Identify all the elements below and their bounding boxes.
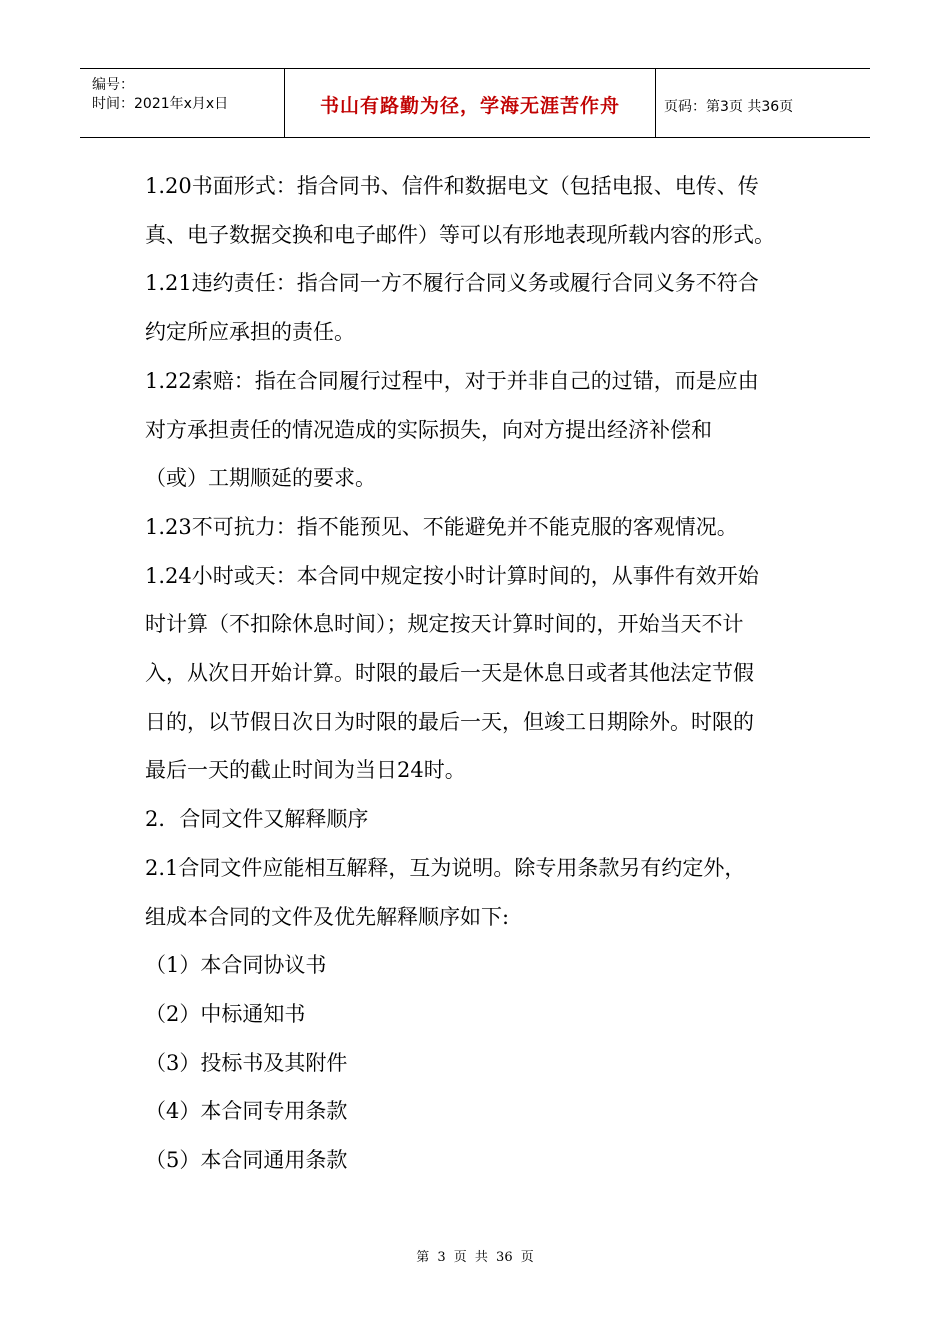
section-heading: 2．合同文件又解释顺序 [145,807,369,832]
page-header [80,68,870,138]
list-item: （4）本合同专用条款 [145,1099,348,1124]
body-line: 最后一天的截止时间为当日24时。 [145,758,466,783]
doc-id-label: 编号： [92,77,134,93]
body-line: 真、电子数据交换和电子邮件）等可以有形地表现所载内容的形式。 [145,222,775,247]
list-item: （5）本合同通用条款 [145,1148,348,1173]
body-line: 时计算（不扣除休息时间）；规定按天计算时间的，开始当天不计 [145,612,744,637]
header-motto-cell [285,69,656,137]
body-line: （或）工期顺延的要求。 [145,466,376,491]
list-item: （3）投标书及其附件 [145,1050,348,1075]
list-item: （1）本合同协议书 [145,953,327,978]
body-line: 1.24小时或天：本合同中规定按小时计算时间的，从事件有效开始 [145,563,759,588]
body-line: 组成本合同的文件及优先解释顺序如下: [145,904,510,929]
body-line: 1.23不可抗力：指不能预见、不能避免并不能克服的客观情况。 [145,514,738,539]
body-line: 约定所应承担的责任。 [145,320,355,345]
doc-time-label: 时间：2021年x月x日 [92,96,229,112]
body-line: 1.22索赔：指在合同履行过程中，对于并非自己的过错，而是应由 [145,368,759,393]
header-page-cell [656,69,870,137]
document-body [145,162,825,1185]
body-line: 1.20书面形式：指合同书、信件和数据电文（包括电报、电传、传 [145,174,759,198]
page-footer: 第 3 页 共 36 页 [416,1250,534,1265]
header-page-info: 页码：第3页 共36页 [664,99,794,115]
list-item: （2）中标通知书 [145,1001,306,1026]
header-motto: 书山有路勤为径，学海无涯苦作舟 [319,95,620,117]
body-line: 1.21违约责任：指合同一方不履行合同义务或履行合同义务不符合 [145,271,759,296]
body-line: 对方承担责任的情况造成的实际损失，向对方提出经济补偿和 [145,417,712,442]
body-line: 入，从次日开始计算。时限的最后一天是休息日或者其他法定节假 [145,661,754,686]
body-line: 日的，以节假日次日为时限的最后一天，但竣工日期除外。时限的 [145,709,754,734]
header-meta-cell [80,69,285,137]
body-line: 2.1合同文件应能相互解释，互为说明。除专用条款另有约定外， [145,855,746,880]
